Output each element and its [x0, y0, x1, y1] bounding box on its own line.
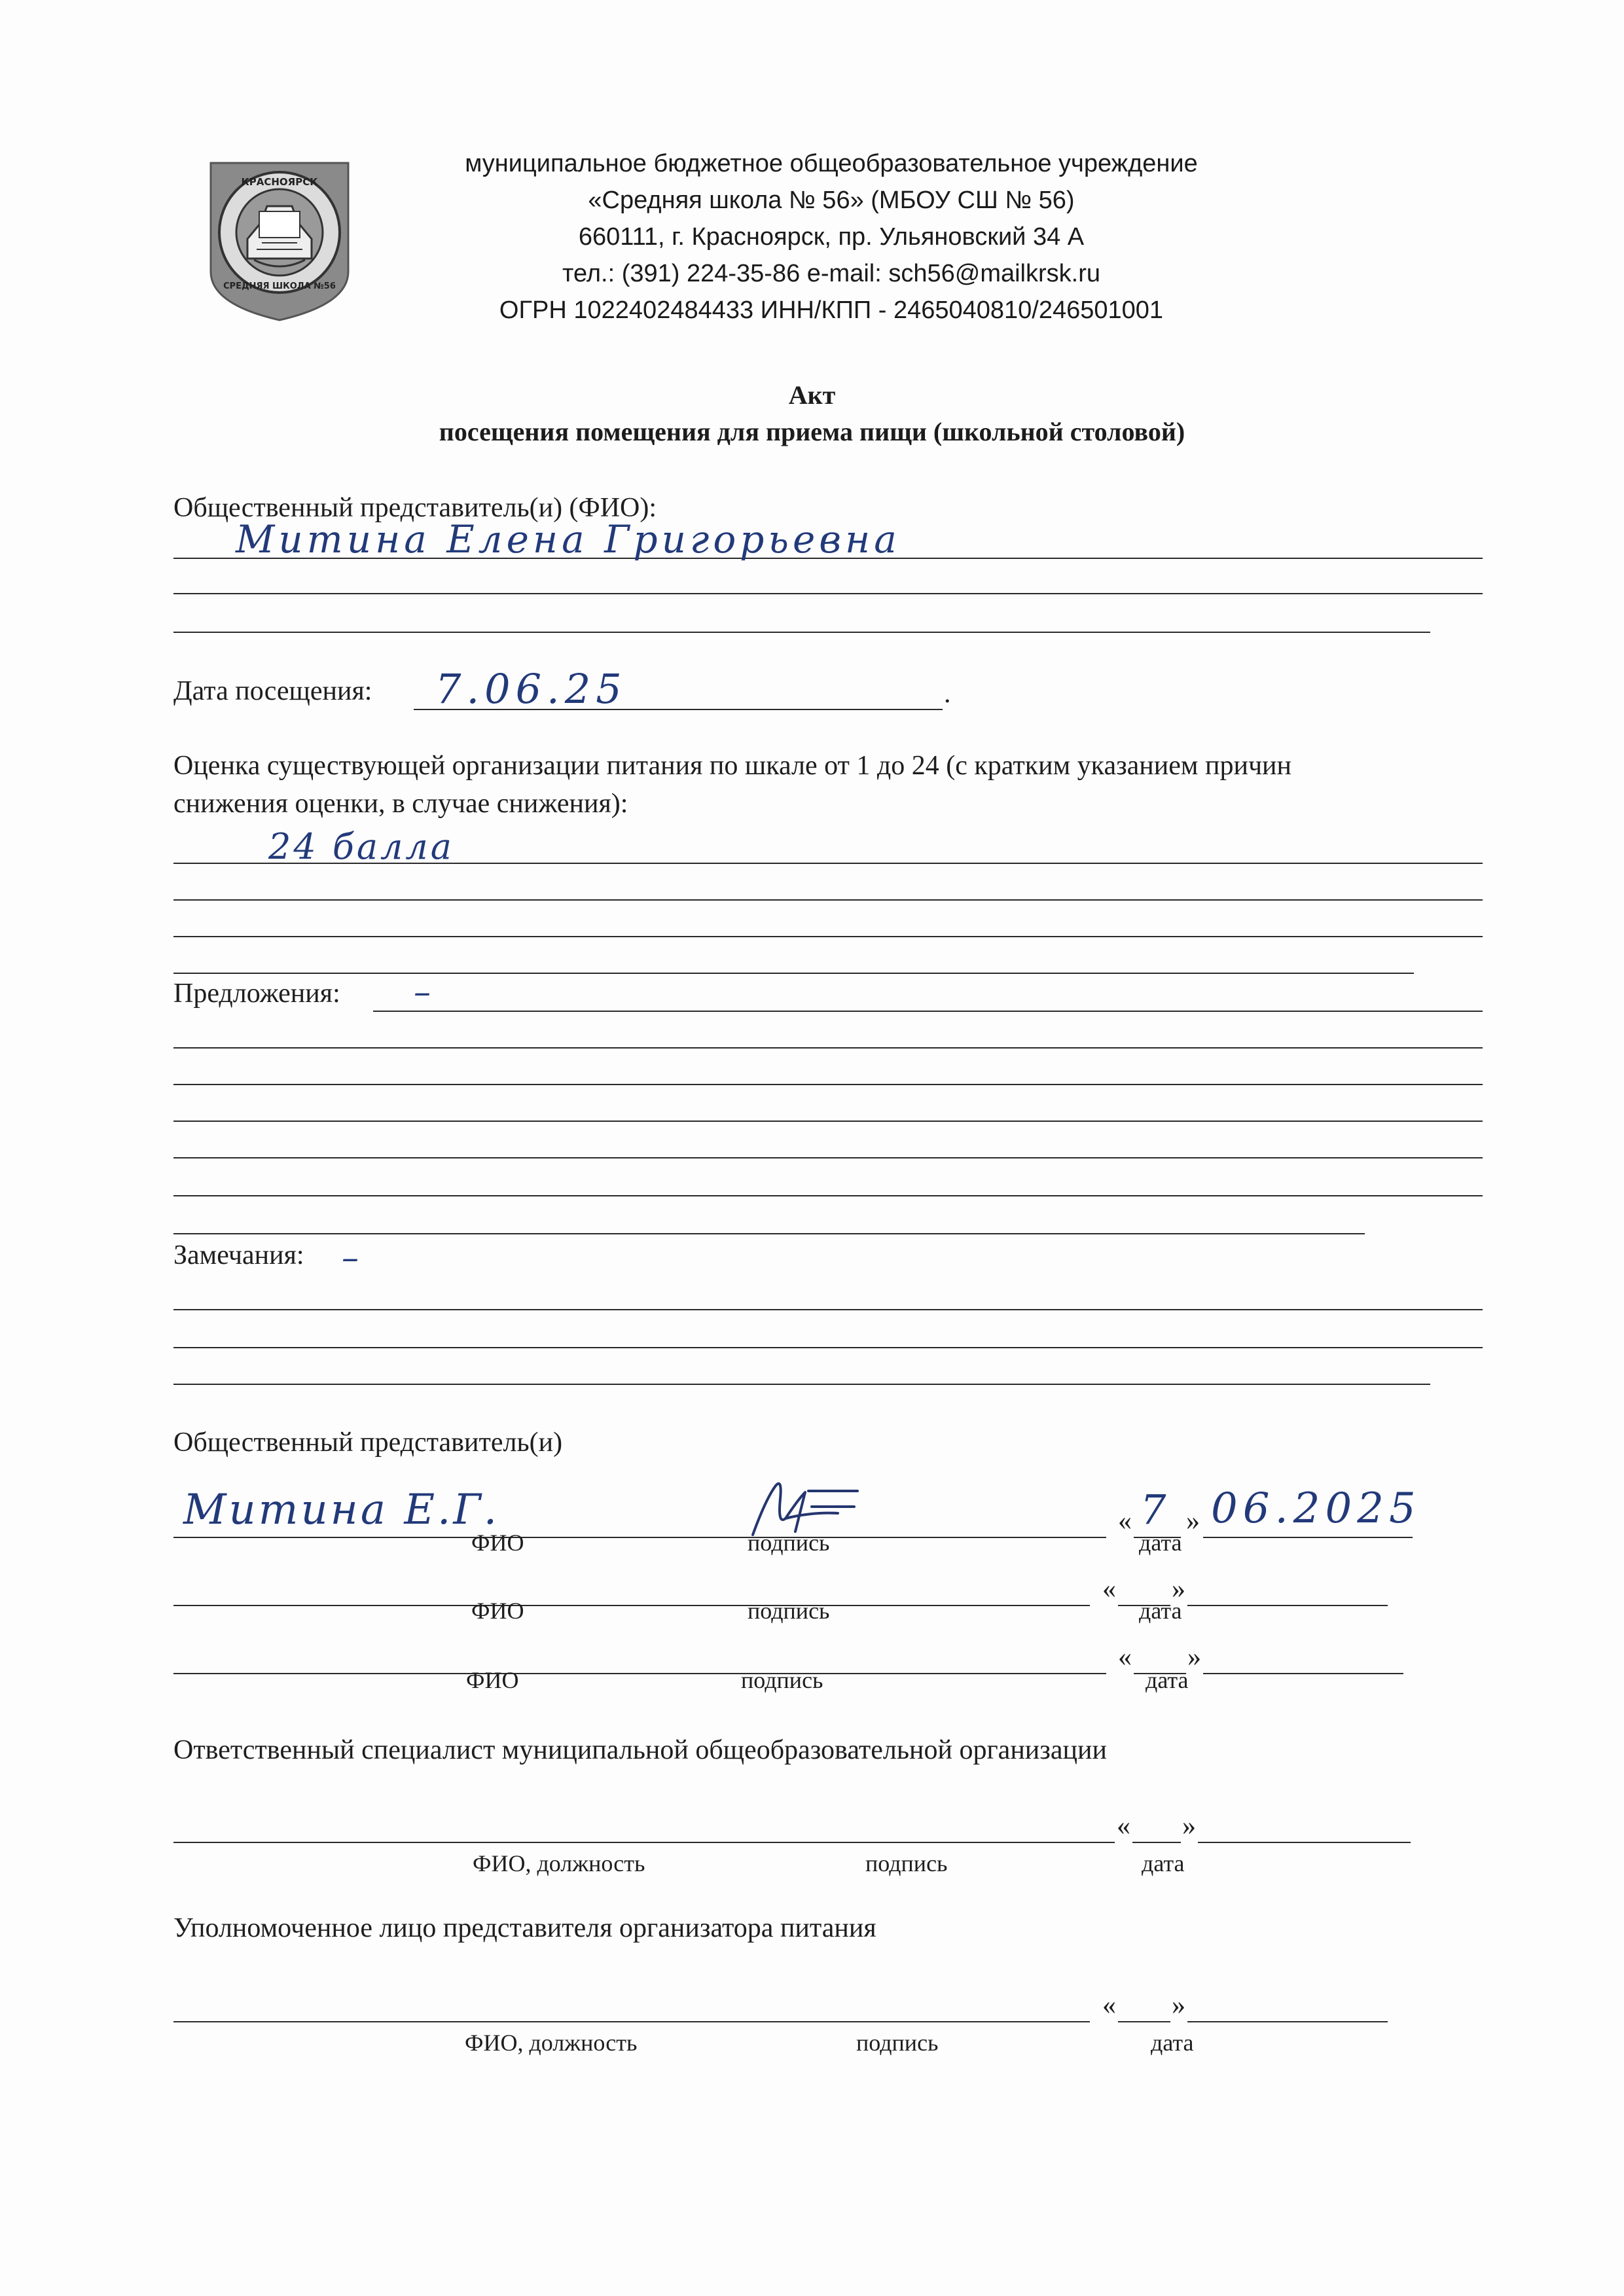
authorized-close-quote: » [1172, 1990, 1185, 2020]
authorized-label: Уполномоченное лицо представителя организатора питания [173, 1913, 876, 1943]
org-line-registration: ОГРН 1022402484433 ИНН/КПП - 2465040810/246501001 [499, 296, 1164, 324]
signature-row-3-date-line [1203, 1673, 1403, 1674]
specialist-fio-caption: ФИО, должность [473, 1850, 645, 1876]
specialist-date-caption: дата [1142, 1850, 1185, 1876]
signature-row-1-date-caption: дата [1139, 1530, 1182, 1556]
school-emblem-logo [208, 160, 351, 323]
signature-row-2-open-quote: « [1102, 1574, 1116, 1604]
specialist-date-line [1198, 1842, 1411, 1843]
handwritten-signer-1-day: 7 [1140, 1486, 1166, 1534]
proposals-line-7 [173, 1233, 1365, 1234]
org-line-name: муниципальное бюджетное общеобразовательное учреждение [465, 150, 1198, 177]
handwritten-signer-1-date: 06.2025 [1211, 1484, 1421, 1533]
signature-row-1-fio-caption: ФИО [471, 1530, 524, 1556]
rating-line-3 [173, 936, 1483, 937]
rating-line-2 [173, 899, 1483, 901]
handwritten-rating: 24 балла [268, 826, 454, 867]
authorized-open-quote: « [1102, 1990, 1116, 2020]
signature-row-3-line [173, 1673, 1106, 1674]
proposals-line-6 [173, 1195, 1483, 1196]
proposals-line-5 [173, 1157, 1483, 1158]
rating-label-line-1: Оценка существующей организации питания по шкале от 1 до 24 (с кратким указанием причин [173, 751, 1292, 781]
representatives-line-2 [173, 593, 1483, 594]
signature-row-1-sign-caption: подпись [748, 1530, 830, 1556]
signature-row-2-line [173, 1605, 1090, 1606]
signature-row-3-date-caption: дата [1146, 1667, 1189, 1693]
document-title: Акт [788, 380, 836, 410]
authorized-date-line [1187, 2021, 1388, 2022]
rating-label-line-2: снижения оценки, в случае снижения): [173, 789, 628, 819]
authorized-day-line [1118, 2021, 1170, 2022]
proposals-line-4 [173, 1121, 1483, 1122]
specialist-close-quote: » [1182, 1811, 1196, 1841]
authorized-line [173, 2021, 1090, 2022]
specialist-open-quote: « [1117, 1811, 1130, 1841]
visit-date-label: Дата посещения: [173, 676, 372, 706]
signature-row-2-date-line [1187, 1605, 1388, 1606]
signature-row-1-close-quote: » [1186, 1506, 1200, 1536]
specialist-sign-caption: подпись [865, 1850, 948, 1876]
signature-row-3-close-quote: » [1187, 1642, 1201, 1672]
org-line-contacts: тел.: (391) 224-35-86 e-mail: sch56@mailkrsk.ru [562, 260, 1100, 287]
remarks-line-1 [173, 1309, 1483, 1310]
handwritten-visit-date: 7.06.25 [435, 665, 627, 713]
rating-line-4 [173, 973, 1414, 974]
signature-row-2-date-caption: дата [1139, 1598, 1182, 1624]
signature-row-3-open-quote: « [1118, 1642, 1132, 1672]
authorized-date-caption: дата [1151, 2030, 1194, 2056]
authorized-sign-caption: подпись [856, 2030, 939, 2056]
specialist-line [173, 1842, 1115, 1843]
organization-header [393, 145, 1270, 329]
document-subtitle: посещения помещения для приема пищи (школьной столовой) [439, 417, 1185, 446]
representatives-label: Общественный представитель(и) (ФИО): [173, 493, 657, 523]
handwritten-signer-1-name: Митина Е.Г. [183, 1486, 500, 1534]
authorized-fio-caption: ФИО, должность [465, 2030, 638, 2056]
specialist-day-line [1132, 1842, 1181, 1843]
svg-text:КРАСНОЯРСК: КРАСНОЯРСК [241, 176, 318, 188]
org-line-address: 660111, г. Красноярск, пр. Ульяновский 34 А [578, 223, 1085, 251]
handwritten-representative-name: Митина Елена Григорьевна [236, 517, 901, 562]
visit-date-period: . [944, 679, 951, 709]
signature-row-3-sign-caption: подпись [741, 1667, 823, 1693]
representatives-line-3 [173, 632, 1430, 633]
signature-row-2-sign-caption: подпись [748, 1598, 830, 1624]
signature-row-2-fio-caption: ФИО [471, 1598, 524, 1624]
signature-row-1-line [173, 1537, 1106, 1538]
handwritten-remarks: – [342, 1238, 359, 1278]
remarks-label: Замечания: [173, 1240, 304, 1270]
remarks-line-3 [173, 1384, 1430, 1385]
proposals-label: Предложения: [173, 978, 340, 1009]
org-line-school: «Средняя школа № 56» (МБОУ СШ № 56) [588, 187, 1075, 214]
signature-row-1-date-line [1203, 1537, 1413, 1538]
signatures-label: Общественный представитель(и) [173, 1427, 563, 1458]
specialist-label: Ответственный специалист муниципальной общеобразовательной организации [173, 1735, 1107, 1765]
remarks-line-2 [173, 1347, 1483, 1348]
proposals-line-2 [173, 1047, 1483, 1049]
proposals-line-3 [173, 1084, 1483, 1085]
proposals-line-1 [373, 1011, 1483, 1012]
svg-text:СРЕДНЯЯ ШКОЛА №56: СРЕДНЯЯ ШКОЛА №56 [223, 281, 336, 291]
signature-row-2-close-quote: » [1172, 1574, 1185, 1604]
signature-row-1-open-quote: « [1118, 1506, 1132, 1536]
signature-row-3-fio-caption: ФИО [466, 1667, 519, 1693]
handwritten-proposals: – [414, 973, 431, 1012]
